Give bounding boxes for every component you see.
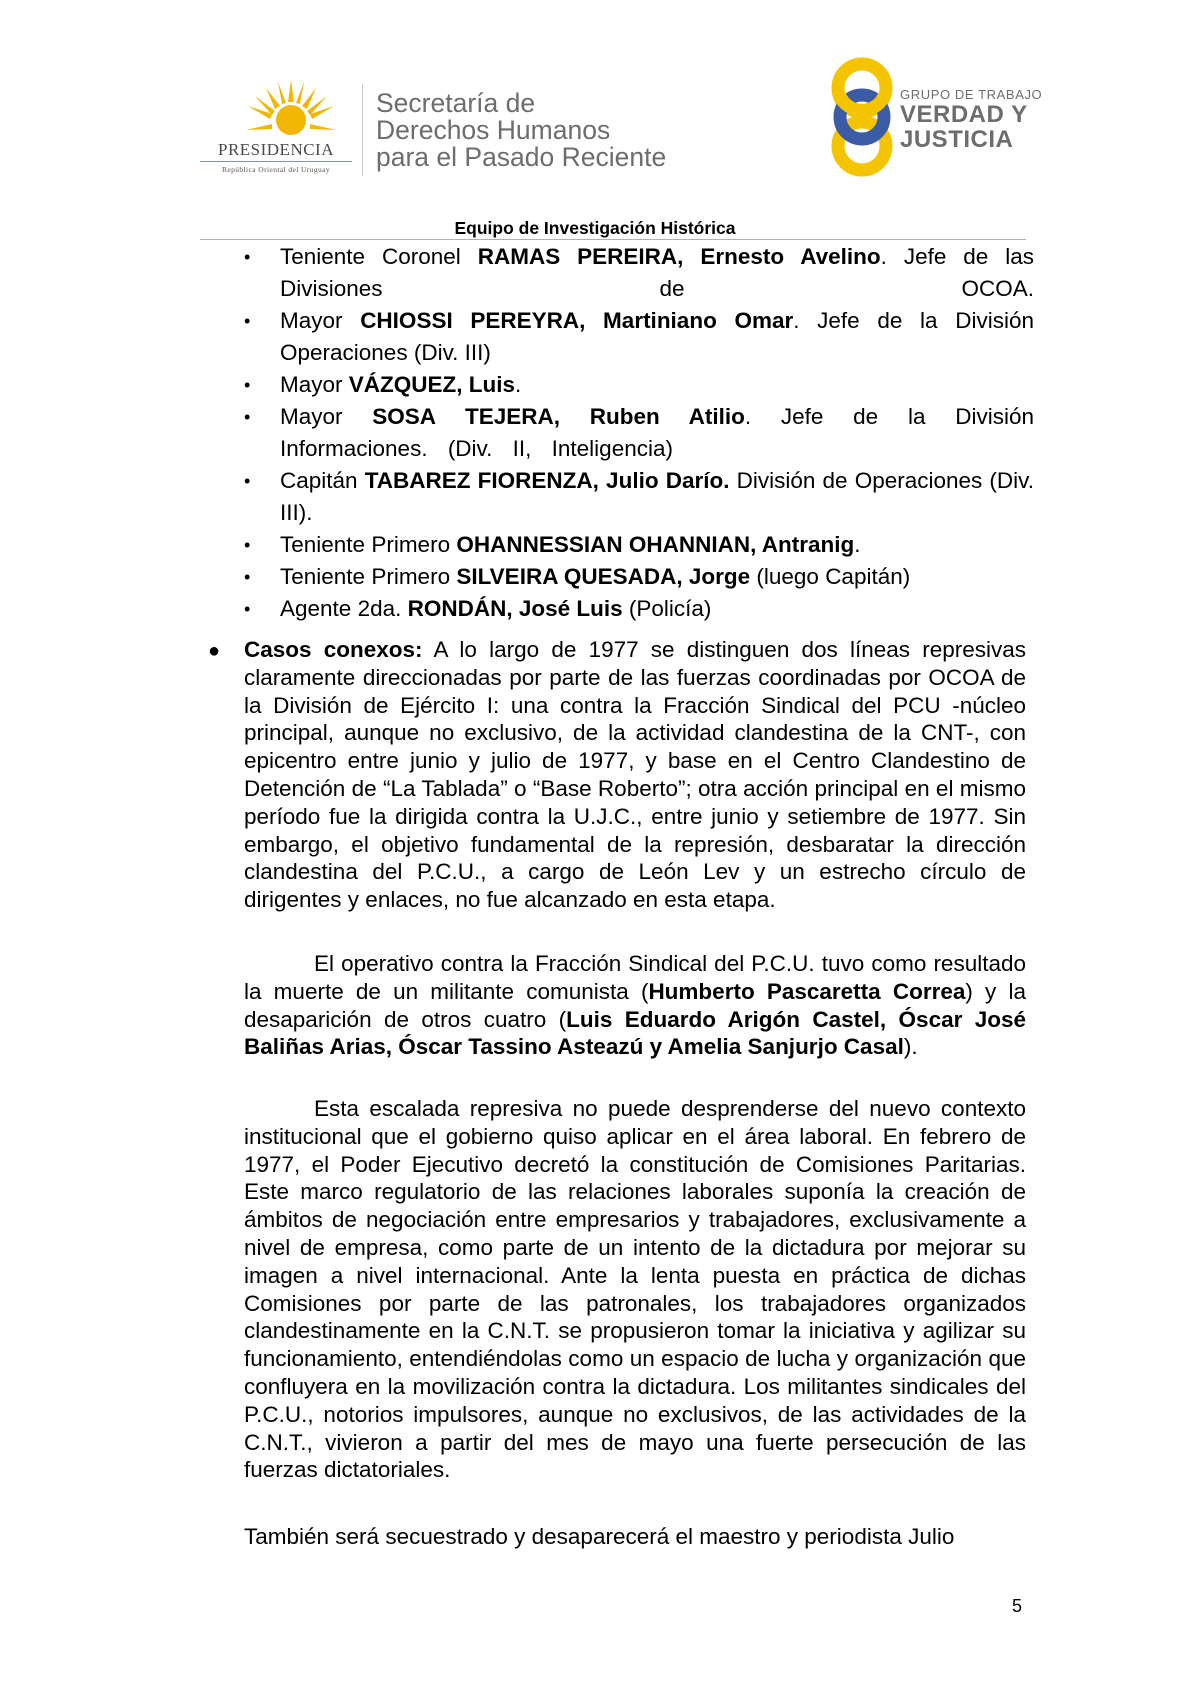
text-run: ) y la desaparición de otros cuatro (: [244, 978, 1026, 1032]
officer-role: (Policía): [622, 596, 712, 621]
verdad-justicia-rings-icon: [822, 56, 902, 178]
officer-rank: Agente 2da.: [280, 596, 408, 621]
officer-name: SILVEIRA QUESADA, Jorge: [456, 564, 751, 589]
officer-name: RONDÁN, José Luis: [407, 596, 623, 621]
officer-item: [244, 401, 1034, 465]
casos-conexos-text: A lo largo de 1977 se distinguen dos líneas represivas claramente direccionadas por parte de las fuerzas coordinadas por OCOA de la División de Ejército I: una contra la Fracción Sindical del PCU -núcleo principal, aunque no exclusivo, de la actividad clandestina de la CNT-, con epicentro entre junio y julio de 1977, y base en el Centro Clandestino de Detención de “La Tablada” o “Base Roberto”; otra acción principal en el mismo período fue la dirigida contra la U.J.C., entre junio y setiembre de 1977. Sin embargo, el objetivo fundamental de la represión, desbaratar la dirección clandestina del P.C.U., a cargo de León Lev y un estrecho círculo de dirigentes y enlaces, no fue alcanzado en esta etapa.: [244, 637, 1027, 913]
officer-rank: Capitán: [280, 468, 365, 493]
officer-rank: Teniente Coronel: [280, 244, 478, 269]
officer-role: División de Operaciones (Div. III).: [280, 468, 1034, 525]
secretaria-line-3: para el Pasado Reciente: [376, 142, 667, 172]
officer-item: [244, 529, 1034, 561]
grupo-line-3: JUSTICIA: [900, 126, 1014, 153]
text-run: El operativo contra la Fracción Sindical del P.C.U. tuvo como resultado la muerte de un militante comunista (: [244, 951, 1026, 1004]
presidencia-title: PRESIDENCIA: [217, 140, 334, 159]
officer-role: .: [854, 532, 861, 557]
officer-name: VÁZQUEZ, Luis: [348, 372, 516, 397]
secretaria-name: [376, 90, 666, 171]
bullet-icon: ●: [208, 640, 221, 662]
victim-name: Humberto Pascaretta Correa: [648, 978, 966, 1004]
paragraph-escalada: [244, 1095, 1026, 1484]
bullet-icon: •: [244, 407, 251, 427]
text-run: Esta escalada represiva no puede desprenderse del nuevo contexto institucional que el gobierno quiso aplicar en el área laboral. En febrero de 1977, el Poder Ejecutivo decretó la constitución de Comisiones Paritarias. Este marco regulatorio de las relaciones laborales suponía la creación de ámbitos de negociación entre empresarios y trabajadores, exclusivamente a nivel de empresa, como parte de un intento de la dictadura por mejorar su imagen a nivel internacional. Ante la lenta puesta en práctica de dichas Comisiones por parte de las patronales, los trabajadores organizados clandestinamente en la C.N.T. se propusieron tomar la iniciativa y agilizar su funcionamiento, entendiéndolas como un espacio de lucha y organización que confluyera en la movilización contra la dictadura. Los militantes sindicales del P.C.U., notorios impulsores, aunque no exclusivos, de las actividades de la C.N.T., vivieron a partir del mes de mayo una fuerte persecución de las fuerzas dictatoriales.: [244, 1096, 1026, 1483]
grupo-line-1: GRUPO DE TRABAJO: [900, 87, 1043, 102]
page-number: 5: [1012, 1596, 1023, 1616]
paragraph-operativo: [244, 950, 1026, 1061]
presidencia-subtitle: República Oriental del Uruguay: [221, 165, 330, 174]
team-heading: Equipo de Investigación Histórica: [454, 218, 736, 238]
bullet-icon: •: [244, 599, 251, 619]
officer-rank: Mayor: [280, 372, 349, 397]
officer-name: SOSA TEJERA, Ruben Atilio: [372, 404, 745, 429]
bullet-icon: •: [244, 567, 251, 587]
header-rule: [200, 239, 1026, 240]
officer-item: [244, 369, 1034, 401]
grupo-trabajo-text: [900, 88, 1042, 152]
disappeared-names: Luis Eduardo Arigón Castel, Óscar José Baliñas Arias, Óscar Tassino Asteazú y Amelia Sanjurjo Casal: [244, 1006, 1027, 1060]
paragraph-continuation: También será secuestrado y desaparecerá el maestro y periodista Julio: [244, 1524, 955, 1549]
presidencia-rule: [200, 161, 352, 162]
officer-role: (luego Capitán): [750, 564, 911, 589]
header-divider: [362, 84, 363, 176]
bullet-icon: •: [244, 535, 251, 555]
officer-item: [244, 593, 1034, 625]
presidencia-logo: [196, 78, 356, 178]
bullet-icon: •: [244, 375, 251, 395]
officer-rank: Teniente Primero: [280, 564, 457, 589]
officer-item: [244, 561, 1034, 593]
secretaria-line-2: Derechos Humanos: [376, 115, 611, 145]
officer-rank: Teniente Primero: [280, 532, 457, 557]
officer-role: . Jefe de las Divisiones de OCOA.: [280, 244, 1034, 301]
officer-name: CHIOSSI PEREYRA, Martiniano Omar: [360, 308, 794, 333]
officer-rank: Mayor: [280, 404, 373, 429]
officer-role: . Jefe de la División Operaciones (Div. III): [280, 308, 1034, 365]
casos-conexos-paragraph: [244, 636, 1026, 914]
bullet-icon: •: [244, 471, 251, 491]
bullet-icon: •: [244, 247, 251, 267]
officer-name: TABAREZ FIORENZA, Julio Darío.: [364, 468, 730, 493]
sun-emblem-icon: [246, 78, 336, 148]
officer-name: OHANNESSIAN OHANNIAN, Antranig: [456, 532, 855, 557]
bullet-icon: •: [244, 311, 251, 331]
officer-item: [244, 305, 1034, 369]
grupo-line-2: VERDAD Y: [900, 101, 1028, 128]
officer-item: [244, 241, 1034, 305]
casos-conexos-label: Casos conexos:: [244, 637, 423, 662]
text-run: ).: [903, 1034, 918, 1060]
officer-name: RAMAS PEREIRA, Ernesto Avelino: [477, 244, 881, 269]
officer-rank: Mayor: [280, 308, 361, 333]
officer-role: . Jefe de la División Informaciones. (Div. II, Inteligencia): [280, 404, 1034, 461]
officer-role: .: [515, 372, 522, 397]
secretaria-line-1: Secretaría de: [376, 88, 536, 118]
officer-item: [244, 465, 1034, 529]
